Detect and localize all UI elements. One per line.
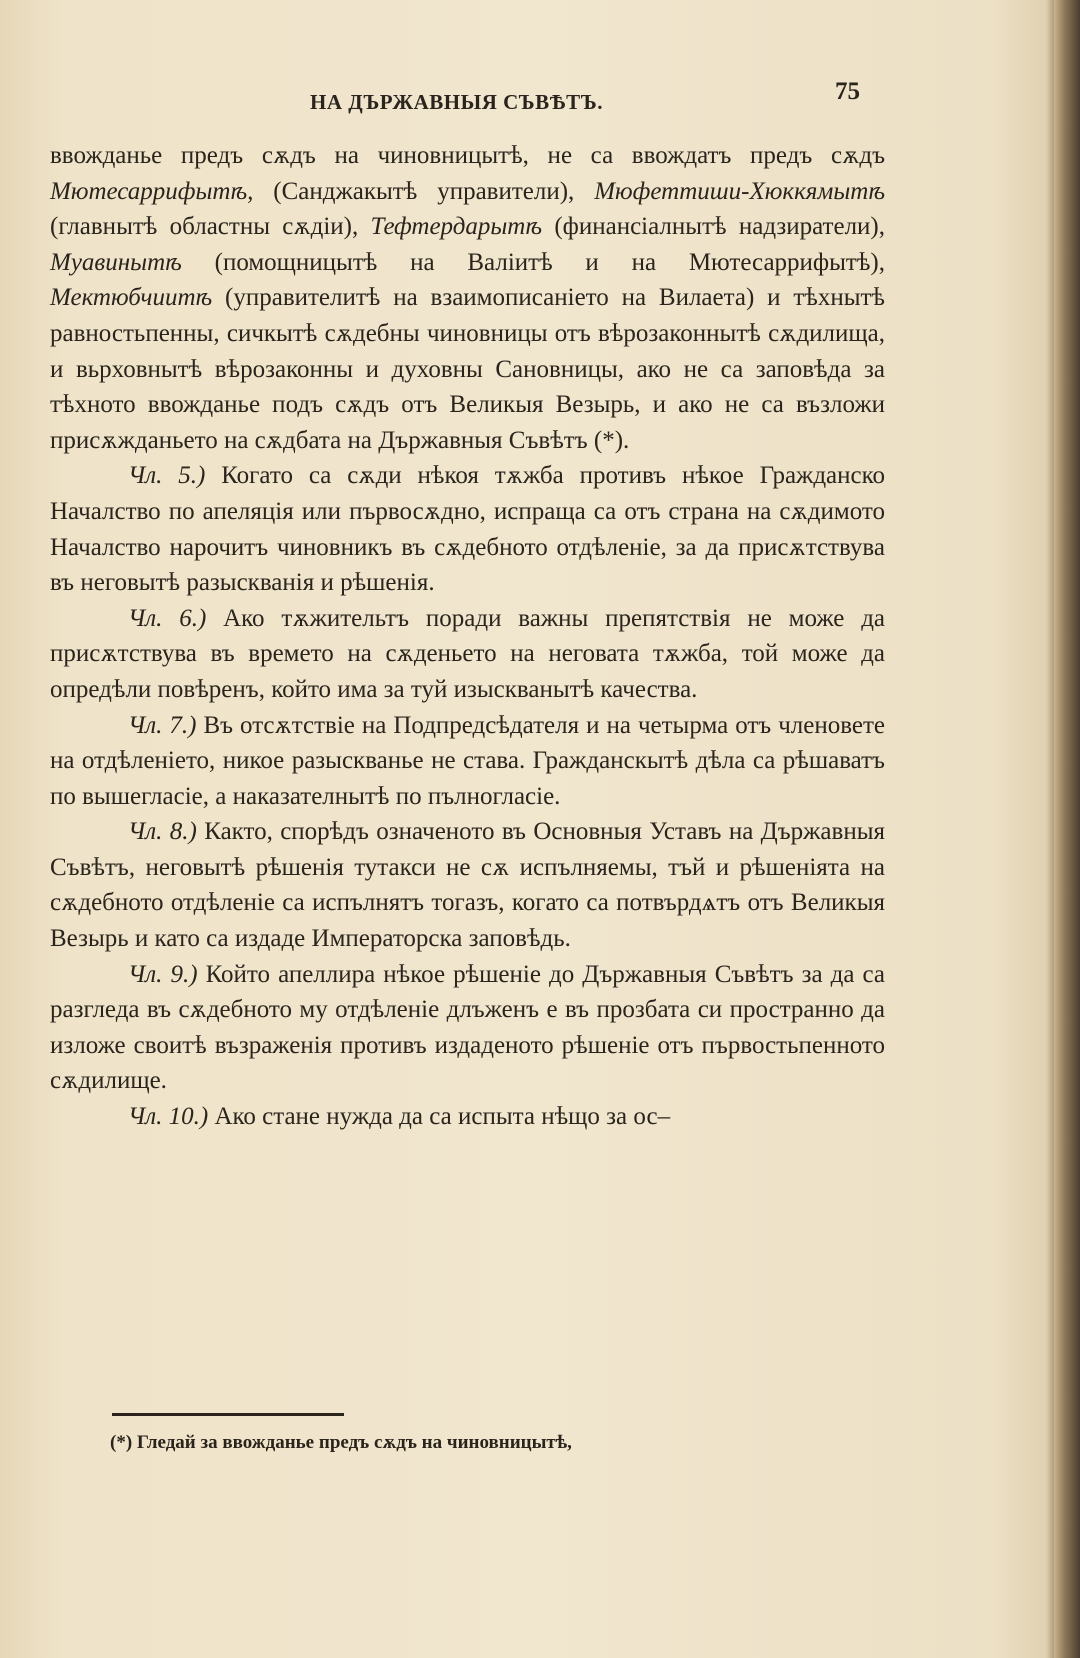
article-label: Чл. 8.) (128, 818, 197, 846)
article-text: Ако стане нужда да са испыта нѣщо за ос– (208, 1103, 671, 1131)
text-run: (Санджакытѣ управители), (253, 177, 595, 205)
body-text (50, 138, 885, 1135)
footnote: (*) Гледай за ввожданье предъ сѫдъ на чиновницытѣ, (110, 1432, 572, 1453)
article-text: Когато са сѫди нѣкоя тѫжба противъ нѣкое Гражданско Началство по апеляція или първосѫдно, испраща са отъ страна на сѫдимото Началство нарочитъ чиновникъ въ сѫдебното отдѣленіе, за да присѫтствува въ неговытѣ разыскванія и рѣшенія. (50, 462, 885, 597)
italic-term: Мюфеттиши-Хюккямытѣ (594, 177, 885, 205)
text-run: (главнытѣ областны сѫдіи), (50, 213, 371, 241)
article-label: Чл. 6.) (128, 604, 207, 632)
text-run: (помощницытѣ на Валiитѣ и на Мютесаррифытѣ), (181, 248, 885, 276)
paragraph-continued (50, 138, 885, 458)
text-run: (управителитѣ на взаимописаніето на Вилаета) и тѣхнытѣ равностьпенны, сичкытѣ сѫдебны чиновницы отъ вѣрозаконнытѣ сѫдилища, и вьрховнытѣ вѣрозаконны и духовны Сановницы, ако не са заповѣда за тѣхното ввожданье подъ сѫдъ отъ Великыя Везырь, и ако не са възложи присѫжданьето на сѫдбата на Държавныя Съвѣтъ (*). (50, 284, 885, 454)
running-head: НА ДЪРЖАВНЫЯ СЪВѢТЪ. (310, 90, 603, 114)
italic-term: Муавинытѣ (50, 248, 182, 276)
book-spine (1054, 0, 1080, 1658)
article-6 (50, 601, 885, 708)
footnote-rule (112, 1413, 344, 1416)
spine-shadow (1046, 0, 1054, 1658)
article-label: Чл. 5.) (128, 462, 206, 490)
article-9 (50, 957, 885, 1099)
article-label: Чл. 7.) (128, 711, 197, 739)
article-8 (50, 814, 885, 956)
text-run: ввожданье предъ сѫдъ на чиновницытѣ, не са ввождатъ предъ сѫдъ (50, 142, 885, 169)
italic-term: Мектюбчиитѣ (50, 284, 213, 312)
page-header (300, 78, 860, 118)
page-number: 75 (835, 78, 860, 105)
article-text: Който апеллира нѣкое рѣшеніе до Държавныя Съвѣтъ за да са разгледа въ сѫдебното му отдѣленіе длъженъ е въ прозбата си пространно да изложе своитѣ възраженія противъ издаденото рѣшеніе отъ първостьпенното сѫдилище. (50, 960, 886, 1095)
article-label: Чл. 10.) (128, 1103, 209, 1131)
article-10 (50, 1099, 885, 1135)
article-text: Както, спорѣдъ означеното въ Основныя Уставъ на Държавныя Съвѣтъ, неговытѣ рѣшенія тутакси не сѫ испълняемы, тъй и рѣшеніята на сѫдебното отдѣленіе са испълнятъ тогазъ, когато са потвърдѧтъ отъ Великыя Везырь и като са издаде Императорска заповѣдь. (50, 818, 885, 953)
article-label: Чл. 9.) (128, 960, 198, 988)
text-run: (финансіалнытѣ надзиратели), (542, 213, 885, 241)
italic-term: Тефтердарытѣ (370, 213, 543, 241)
article-text: Ако тѫжительтъ поради важны препятствія не може да присѫтствува въ времето на сѫденьето на неговата тѫжба, той може да опредѣли повѣренъ, който има за туй изыскванытѣ качества. (50, 604, 886, 703)
italic-term: Мютесаррифытѣ, (50, 177, 254, 205)
article-5 (50, 458, 885, 600)
article-7 (50, 708, 885, 815)
article-text: Въ отсѫтствіе на Подпредсѣдателя и на четырма отъ членовете на отдѣленіето, никое разыскванье не става. Гражданскытѣ дѣла са рѣшаватъ по вышегласіе, а наказателнытѣ по пълногласіе. (50, 711, 886, 810)
